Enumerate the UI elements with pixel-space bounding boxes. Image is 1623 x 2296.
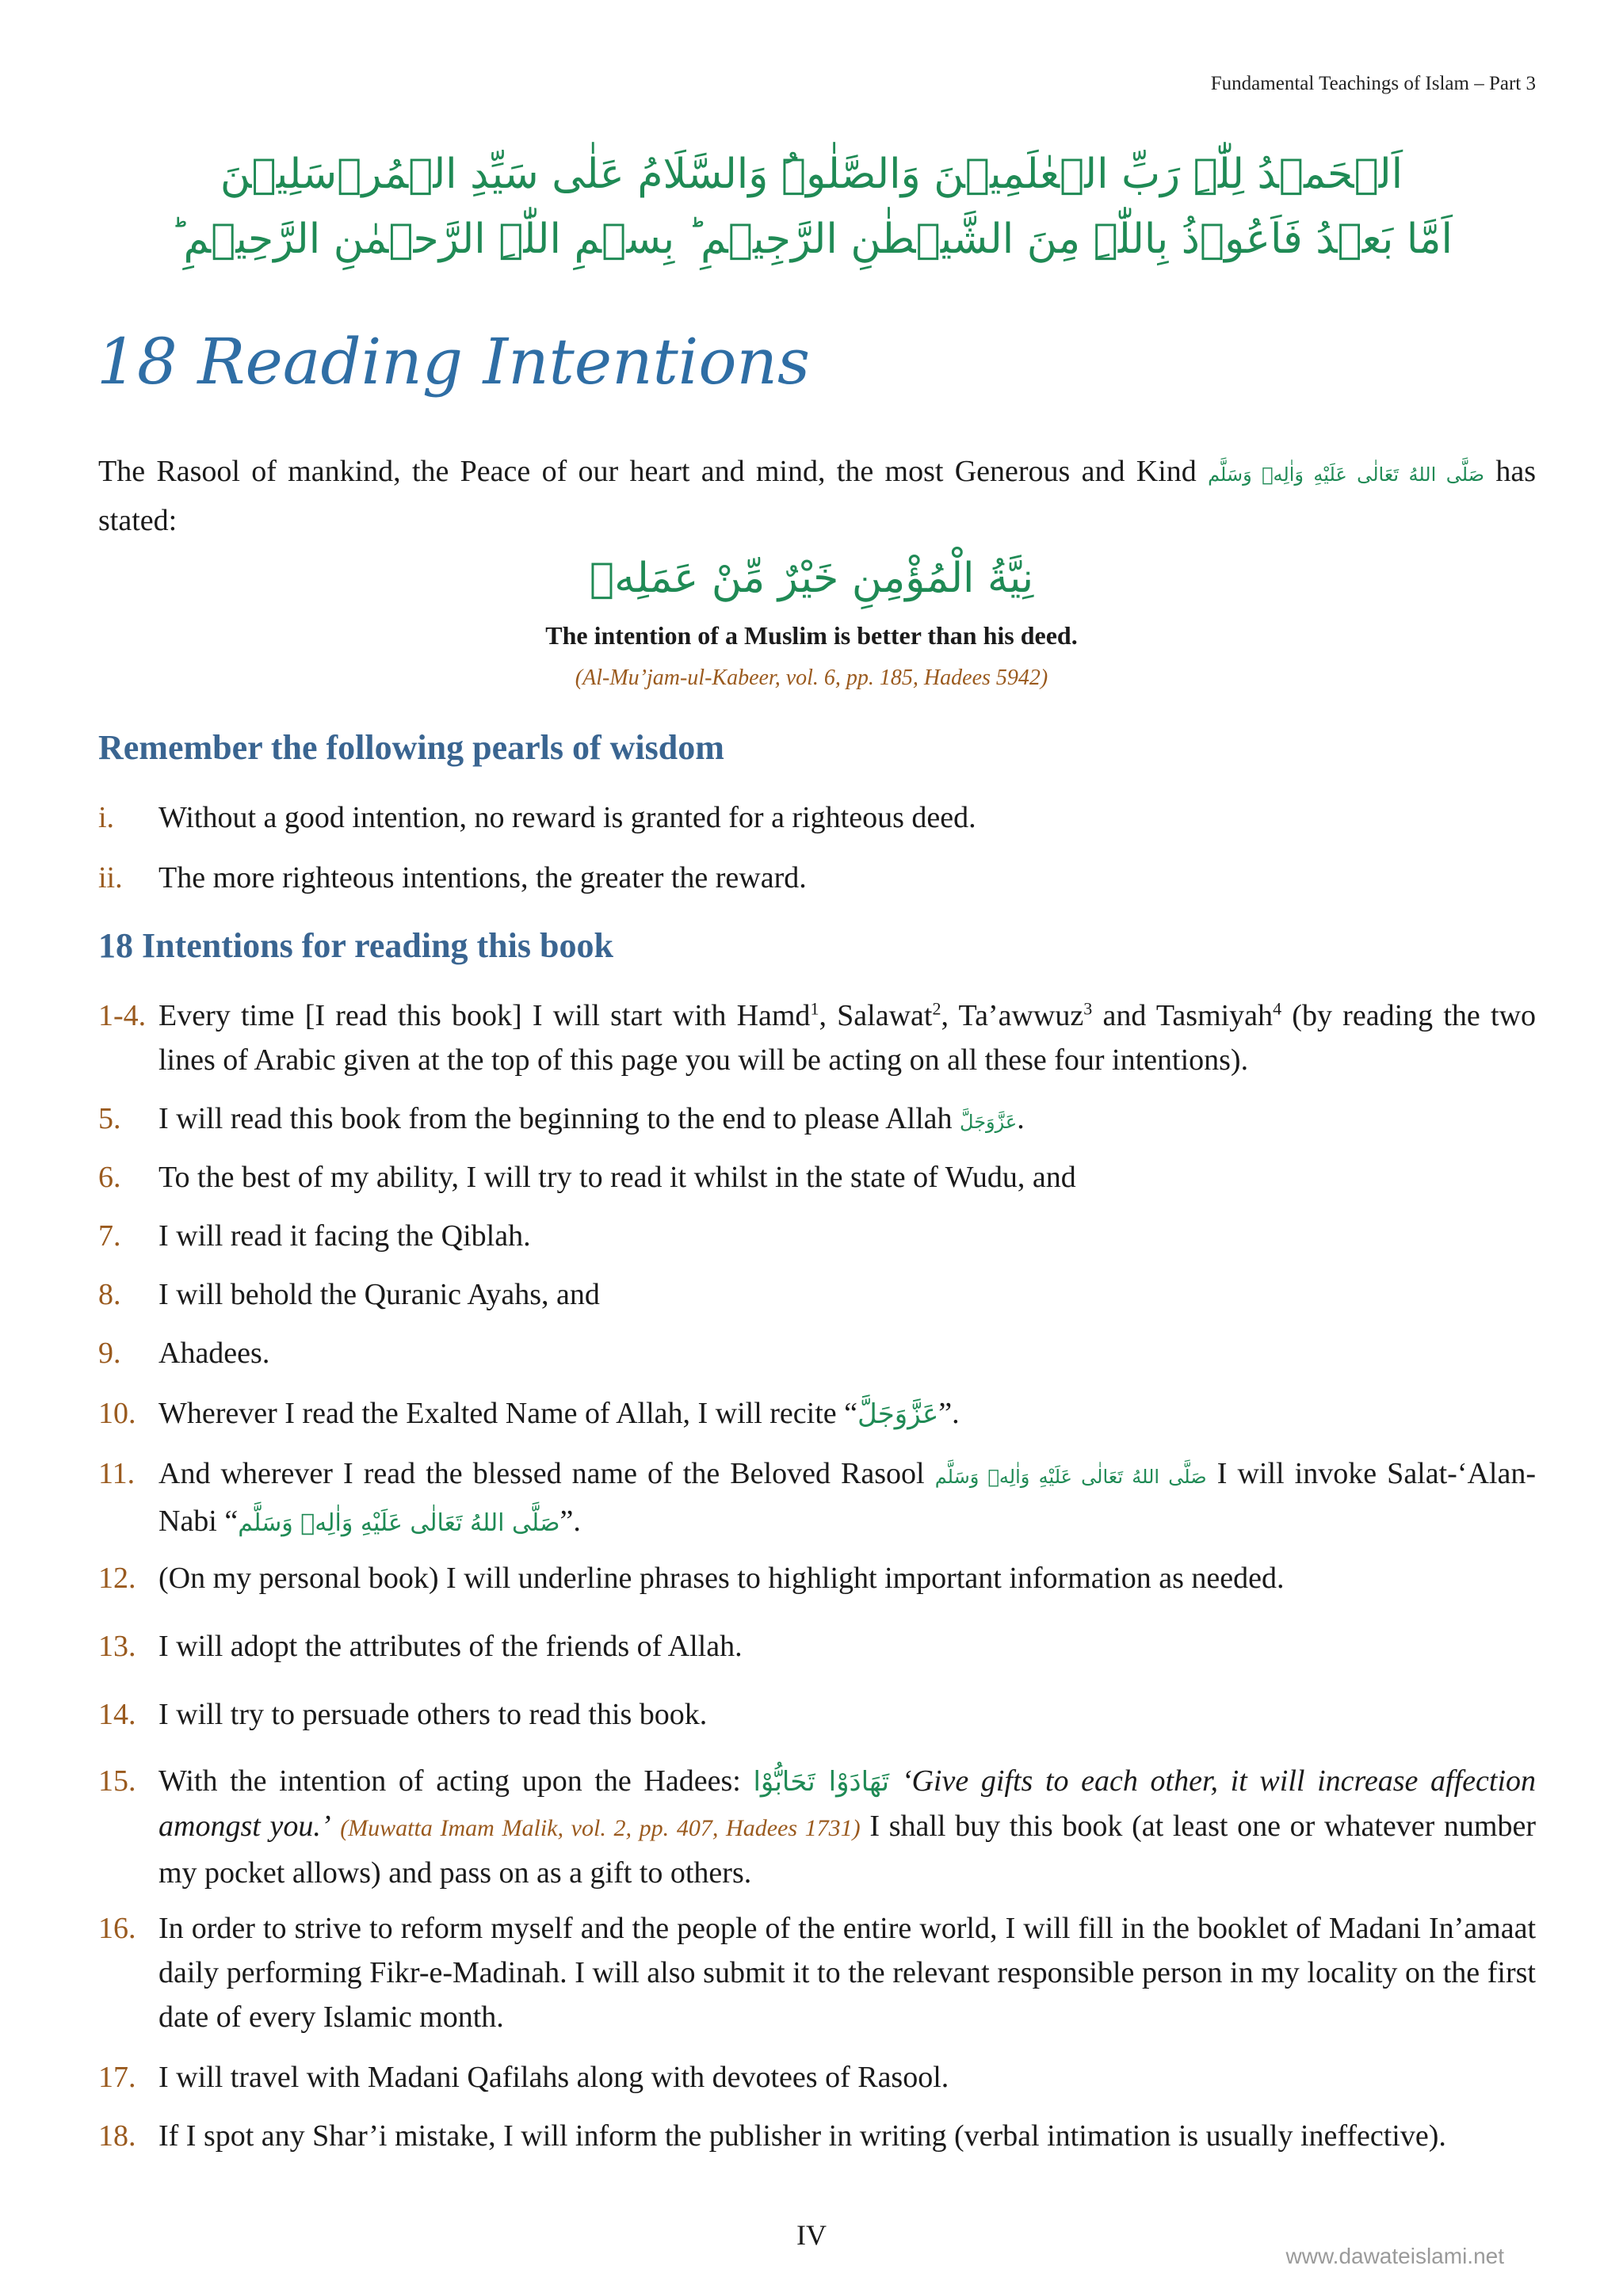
intention-item-18 — [98, 2114, 1536, 2158]
intention-item-13 — [98, 1624, 1536, 1669]
honorific-arabic: عَزَّوَجَلَّ — [857, 1398, 939, 1430]
list-item-number: 16. — [98, 1912, 136, 1945]
text-part: (by reading the two lines of Arabic given at the top of this page you will be acting on all these four intentions). — [158, 999, 1537, 1077]
list-item-text: Ahadees. — [158, 1337, 270, 1370]
intention-item-17 — [98, 2055, 1536, 2100]
honorific-arabic: صَلَّى اللهُ تَعَالٰى عَلَيْهِ وَاٰلِهٖ وَسَلَّم — [934, 1466, 1207, 1488]
text-part: , Ta’awwuz — [941, 999, 1084, 1032]
list-item-number: 7. — [98, 1219, 121, 1253]
footnote-ref: 2 — [932, 998, 941, 1019]
section-heading-pearls: Remember the following pearls of wisdom — [98, 728, 724, 767]
text-part: ”. — [559, 1505, 581, 1538]
text-part: . — [1017, 1102, 1025, 1135]
footnote-ref: 1 — [810, 998, 819, 1019]
list-item-text: Without a good intention, no reward is granted for a righteous deed. — [158, 801, 976, 834]
hadith-translation: The intention of a Muslim is better than his deed. — [545, 621, 1078, 650]
list-item — [98, 795, 1536, 840]
intro-paragraph — [98, 448, 1536, 543]
intention-item-11 — [98, 1451, 1536, 1546]
text-part: ”. — [938, 1397, 960, 1430]
intention-item-16 — [98, 1906, 1536, 2039]
list-item-text: I will read it facing the Qiblah. — [158, 1219, 531, 1253]
intention-item-6 — [98, 1155, 1536, 1199]
list-item-number: 9. — [98, 1337, 121, 1370]
list-item-text: I will travel with Madani Qafilahs along with devotees of Rasool. — [158, 2061, 949, 2094]
list-item-text — [158, 994, 1536, 1082]
hadees-translation: ‘Give gifts to each other, it will increase affection amongst you.’ — [158, 1764, 1537, 1843]
page-number: IV — [796, 2219, 827, 2251]
list-item-number: 8. — [98, 1278, 121, 1311]
list-item — [98, 856, 1536, 900]
section-heading-intentions: 18 Intentions for reading this book — [98, 926, 613, 965]
text-part: I will read this book from the beginning to the end to please Allah — [158, 1102, 953, 1135]
list-item-number: 6. — [98, 1161, 121, 1194]
list-item-text: To the best of my ability, I will try to read it whilst in the state of Wudu, and — [158, 1161, 1076, 1194]
text-part: And wherever I read the blessed name of the Beloved Rasool — [158, 1457, 925, 1490]
list-item-number: 15. — [98, 1764, 136, 1798]
honorific-arabic: صَلَّى اللهُ تَعَالٰى عَلَيْهِ وَاٰلِهٖ وَسَلَّم — [238, 1509, 560, 1537]
list-item-text: The more righteous intentions, the greater the reward. — [158, 861, 807, 894]
list-item-number: i. — [98, 801, 115, 834]
intention-item-7 — [98, 1214, 1536, 1258]
text-part: , Salawat — [819, 999, 933, 1032]
text-part: and Tasmiyah — [1092, 999, 1274, 1032]
list-item-text: I will behold the Quranic Ayahs, and — [158, 1278, 600, 1311]
honorific-arabic: عَزَّوَجَلَّ — [960, 1111, 1018, 1133]
footnote-ref: 3 — [1083, 998, 1093, 1019]
list-item-number: 18. — [98, 2119, 136, 2153]
intention-item-5 — [98, 1097, 1536, 1144]
list-item-number: ii. — [98, 861, 123, 894]
footnote-ref: 4 — [1273, 998, 1282, 1019]
hadees-arabic: تَهَادَوْا تَحَابُّوْا — [753, 1766, 890, 1798]
running-header: Fundamental Teachings of Islam – Part 3 — [1210, 73, 1536, 94]
list-item-number: 12. — [98, 1562, 136, 1595]
text-part: I shall buy this book (at least one or whatever number my pocket allows) and pass on as a gift to others. — [158, 1810, 1537, 1890]
text-part: I will invoke Salat-‘Alan-Nabi “ — [158, 1457, 1536, 1538]
hadith-arabic: نِيَّةُ الْمُؤْمِنِ خَيْرٌ مِّنْ عَمَلِهٖ — [589, 555, 1034, 602]
list-item-text: If I spot any Shar’i mistake, I will inform the publisher in writing (verbal intimation is usually ineffective). — [158, 2119, 1446, 2153]
list-item-text — [158, 1097, 1536, 1144]
intention-item-10 — [98, 1391, 1536, 1436]
arabic-opening-line-1: اَلۡحَمۡدُ لِلّٰہِ رَبِّ الۡعٰلَمِیۡنَ وَالصَّلٰوۃُ وَالسَّلَامُ عَلٰی سَیِّدِ الۡمُرۡسَلِیۡنَ — [220, 151, 1403, 198]
text-part: With the intention of acting upon the Hadees: — [158, 1764, 741, 1798]
list-item-text: (On my personal book) I will underline phrases to highlight important information as needed. — [158, 1562, 1285, 1595]
intention-item-12 — [98, 1556, 1536, 1600]
intention-item-15 — [98, 1759, 1536, 1895]
list-item-number: 1-4. — [98, 999, 147, 1032]
list-item-text — [158, 1759, 1536, 1895]
list-item-number: 14. — [98, 1698, 136, 1731]
list-item-text: In order to strive to reform myself and the people of the entire world, I will fill in the booklet of Madani In’amaat daily performing Fikr-e-Madinah. I will also submit it to the relevant responsible person in my locality on the first date of every Islamic month. — [158, 1912, 1536, 2034]
text-part: Every time [I read this book] I will start with Hamd — [158, 999, 811, 1032]
list-item-number: 5. — [98, 1102, 121, 1135]
list-item-text — [158, 1451, 1536, 1546]
hadith-reference: (Al-Mu’jam-ul-Kabeer, vol. 6, pp. 185, Hadees 5942) — [575, 666, 1048, 690]
page-title: 18 Reading Intentions — [97, 325, 811, 399]
intention-item-1-4 — [98, 994, 1536, 1082]
website-watermark: www.dawateislami.net — [1285, 2244, 1504, 2268]
intention-item-14 — [98, 1692, 1536, 1737]
hadees-reference: (Muwatta Imam Malik, vol. 2, pp. 407, Hadees 1731) — [340, 1815, 861, 1841]
intro-text-before: The Rasool of mankind, the Peace of our heart and mind, the most Generous and Kind — [98, 455, 1197, 488]
list-item-number: 13. — [98, 1630, 136, 1663]
arabic-opening-line-2: اَمَّا بَعۡدُ فَاَعُوۡذُ بِاللّٰہِ مِنَ الشَّیۡطٰنِ الرَّجِیۡمِ ؕ بِسۡمِ اللّٰہِ الرَّحۡمٰنِ الرَّحِیۡمِ ؕ — [170, 215, 1453, 263]
list-item-number: 17. — [98, 2061, 136, 2094]
list-item-number: 11. — [98, 1457, 136, 1490]
intention-item-9 — [98, 1331, 1536, 1375]
list-item-text: I will try to persuade others to read this book. — [158, 1698, 708, 1731]
list-item-text — [158, 1391, 1536, 1436]
intro-text-after: has stated: — [98, 455, 1536, 537]
text-part: Wherever I read the Exalted Name of Allah, I will recite “ — [158, 1397, 858, 1430]
honorific-arabic: صَلَّى اللهُ تَعَالٰى عَلَيْهِ وَاٰلِهٖ وَسَلَّم — [1208, 463, 1485, 486]
intention-item-8 — [98, 1272, 1536, 1317]
list-item-number: 10. — [98, 1397, 136, 1430]
list-item-text: I will adopt the attributes of the friends of Allah. — [158, 1630, 743, 1663]
